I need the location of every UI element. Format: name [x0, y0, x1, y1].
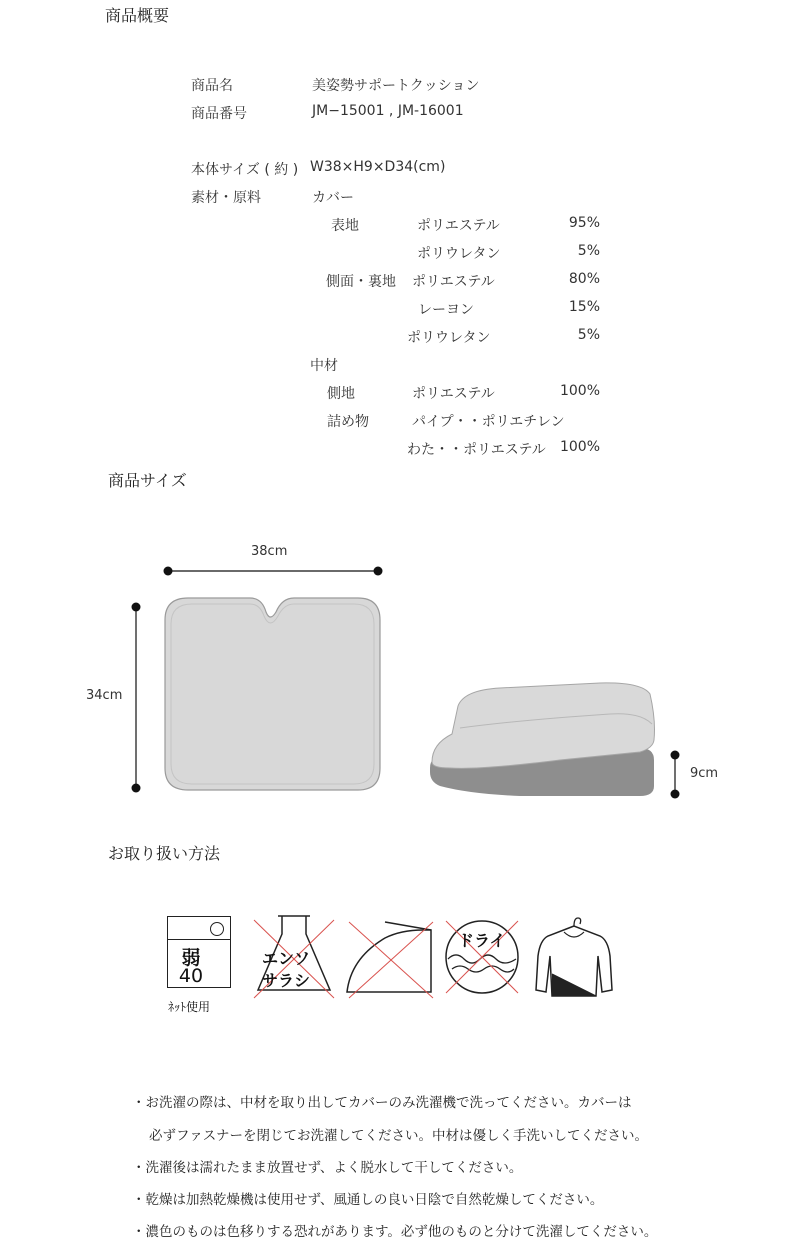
cover-label: カバー	[312, 190, 354, 206]
material-name: ポリエステル	[412, 274, 495, 290]
wash-note: ﾈｯﾄ使用	[168, 1000, 211, 1014]
material-percent: 95%	[568, 215, 600, 231]
material-name: ポリウレタン	[407, 330, 491, 346]
product-number-label: 商品番号	[191, 106, 247, 122]
cushion-top-view	[165, 598, 380, 790]
material-name: ポリウレタン	[417, 246, 501, 262]
care-note: ・洗濯後は濡れたまま放置せず、よく脱水して干してください。	[132, 1160, 523, 1176]
care-note: ・お洗濯の際は、中材を取り出してカバーのみ洗濯機で洗ってください。カバーは	[132, 1095, 632, 1111]
material-percent: 100%	[559, 383, 600, 399]
overview-title: 商品概要	[105, 6, 170, 25]
size-title: 商品サイズ	[108, 471, 187, 490]
hang-dry-shade-icon	[534, 912, 614, 998]
no-iron-icon	[345, 918, 435, 998]
outer-label: 表地	[331, 218, 359, 234]
width-label: 38cm	[251, 544, 288, 559]
care-title: お取り扱い方法	[108, 844, 221, 863]
depth-label: 34cm	[86, 688, 123, 703]
care-note: ・乾燥は加熱乾燥機は使用せず、風通しの良い日陰で自然乾燥してください。	[132, 1192, 604, 1208]
width-dimension-line	[164, 567, 383, 576]
body-size-label: 本体サイズ ( 約 )	[191, 162, 299, 178]
material-name: レーヨン	[418, 302, 474, 318]
wash-temperature: 40	[178, 965, 204, 987]
inner-label: 中材	[310, 358, 338, 374]
material-name: パイプ・・ポリエチレン	[412, 414, 565, 430]
material-percent: 5%	[577, 243, 600, 259]
material-name: ポリエステル	[417, 218, 500, 234]
product-name-value: 美姿勢サポートクッション	[312, 78, 480, 94]
material-percent: 15%	[568, 299, 600, 315]
filling-label: 詰め物	[327, 414, 369, 430]
washing-machine-icon	[167, 916, 231, 988]
wash-strength: 弱	[181, 947, 201, 969]
height-label: 9cm	[690, 766, 719, 781]
cushion-side-view	[430, 683, 655, 796]
side-label: 側面・裏地	[326, 274, 396, 290]
dry-clean-text: ドライ	[458, 931, 506, 950]
inner-side-label: 側地	[327, 386, 355, 402]
material-percent: 5%	[577, 327, 600, 343]
depth-dimension-line	[132, 603, 141, 793]
material-label: 素材・原料	[191, 190, 261, 206]
bleach-text-line1: エンソ	[262, 949, 311, 968]
material-percent: 80%	[568, 271, 600, 287]
body-size-value: W38×H9×D34(cm)	[310, 159, 446, 175]
care-note: 必ずファスナーを閉じてお洗濯してください。中材は優しく手洗いしてください。	[149, 1128, 648, 1144]
material-name: わた・・ポリエステル	[407, 442, 546, 458]
product-number-value: JM−15001 , JM-16001	[312, 103, 464, 119]
material-name: ポリエステル	[412, 386, 495, 402]
product-name-label: 商品名	[191, 78, 233, 94]
bleach-text-line2: サラシ	[262, 971, 311, 990]
material-percent: 100%	[559, 439, 600, 455]
care-note: ・濃色のものは色移りする恐れがあります。必ず他のものと分けて洗濯してください。	[132, 1224, 658, 1240]
height-dimension-line	[671, 751, 680, 799]
